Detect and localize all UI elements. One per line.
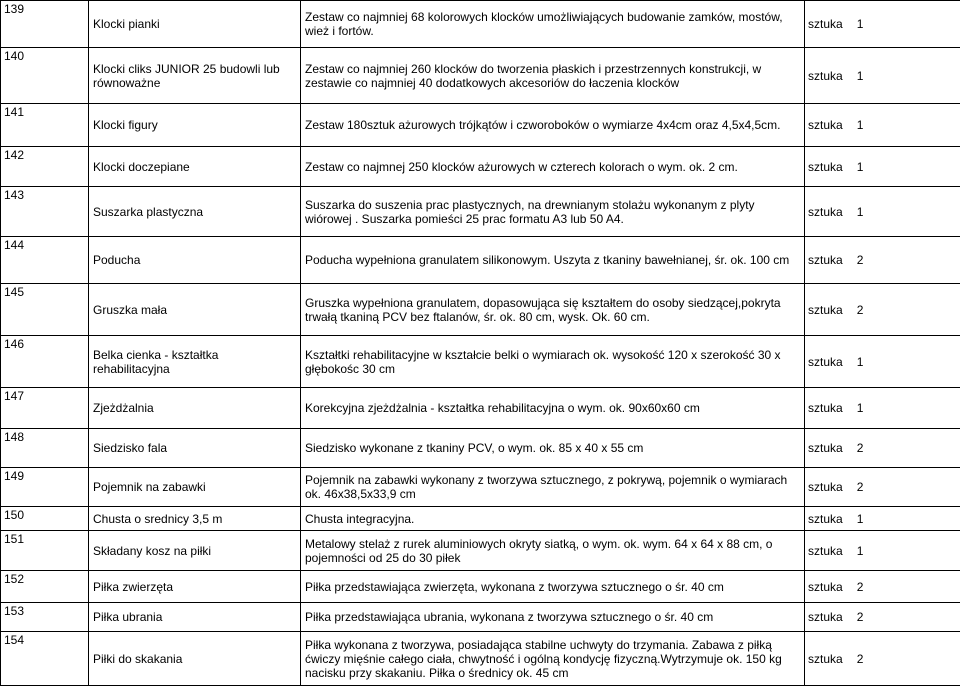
item-name: Piłka zwierzęta [89,571,301,603]
item-unit-qty [805,388,960,429]
item-quantity: 1 [856,118,864,132]
item-unit: sztuka [808,253,843,267]
table-row [1,468,960,507]
item-quantity: 2 [856,610,864,624]
item-number: 148 [1,429,89,468]
item-description: Gruszka wypełniona granulatem, dopasowująca się kształtem do osoby siedzącej,pokryta trwałą tkaniną PCV bez ftalanów, śr. ok. 80 cm, wysk. Ok. 60 cm. [301,284,805,336]
item-number: 149 [1,468,89,507]
table-row [1,603,960,632]
table-row [1,388,960,429]
item-quantity: 1 [856,159,864,174]
item-name: Piłki do skakania [89,632,301,686]
item-unit: sztuka [808,480,843,494]
item-quantity: 1 [856,354,864,369]
table-row [1,1,960,48]
item-unit-qty [805,336,960,388]
item-quantity: 1 [856,17,864,31]
table-row [1,48,960,104]
item-number: 145 [1,284,89,336]
item-description: Poducha wypełniona granulatem silikonowym. Uszyta z tkaniny bawełnianej, śr. ok. 100 cm [301,237,805,284]
table-row [1,284,960,336]
item-description: Korekcyjna zjeżdżalnia - kształtka rehabilitacyjna o wym. ok. 90x60x60 cm [301,388,805,429]
item-name: Zjeżdżalnia [89,388,301,429]
item-name: Siedzisko fala [89,429,301,468]
item-description: Zestaw 180sztuk ażurowych trójkątów i czworoboków o wymiarze 4x4cm oraz 4,5x4,5cm. [301,104,805,147]
item-number: 146 [1,336,89,388]
item-unit-qty [805,187,960,237]
table-row [1,147,960,187]
item-name: Chusta o srednicy 3,5 m [89,507,301,531]
item-description: Zestaw co najmniej 260 klocków do tworzenia płaskich i przestrzennych konstrukcji, w zestawie co najmniej 40 dodatkowych akcesoriów do łaczenia klocków [301,48,805,104]
item-name: Gruszka mała [89,284,301,336]
table-row [1,104,960,147]
item-unit-qty [805,284,960,336]
item-unit-qty [805,603,960,632]
item-name: Klocki cliks JUNIOR 25 budowli lub równoważne [89,48,301,104]
item-unit-qty [805,237,960,284]
item-description: Piłka przedstawiająca ubrania, wykonana z tworzywa sztucznego o śr. 40 cm [301,603,805,632]
item-unit: sztuka [808,441,843,455]
item-description: Piłka wykonana z tworzywa, posiadająca stabilne uchwyty do trzymania. Zabawa z piłką ćwiczy mięśnie całego ciała, chwytność i ogólną kondycję fizyczną.Wytrzymuje ok. 150 kg nacisku przy skakaniu. Piłka o średnicy ok. 45 cm [301,632,805,686]
item-description: Pojemnik na zabawki wykonany z tworzywa sztucznego, z pokrywą, pojemnik o wymiarach ok. 46x38,5x33,9 cm [301,468,805,507]
item-quantity: 2 [856,253,864,267]
item-number: 152 [1,571,89,603]
item-unit: sztuka [808,354,843,369]
item-unit: sztuka [808,511,843,526]
item-unit-qty [805,632,960,686]
item-quantity: 2 [856,651,864,666]
item-unit-qty [805,1,960,48]
item-quantity: 1 [856,401,864,415]
item-unit: sztuka [808,579,843,594]
item-description: Piłka przedstawiająca zwierzęta, wykonana z tworzywa sztucznego o śr. 40 cm [301,571,805,603]
item-unit-qty [805,147,960,187]
item-quantity: 1 [856,68,864,83]
item-unit: sztuka [808,543,843,558]
item-description: Kształtki rehabilitacyjne w kształcie belki o wymiarach ok. wysokość 120 x szerokość 30 x głębokośc 30 cm [301,336,805,388]
item-quantity: 2 [856,441,864,455]
table-row [1,632,960,686]
item-unit-qty [805,468,960,507]
table-row [1,187,960,237]
item-name: Klocki figury [89,104,301,147]
item-description: Metalowy stelaż z rurek aluminiowych okryty siatką, o wym. ok. wym. 64 x 64 x 88 cm, o pojemności od 25 do 30 piłek [301,531,805,571]
item-name: Klocki pianki [89,1,301,48]
table-row [1,336,960,388]
item-number: 153 [1,603,89,632]
item-name: Suszarka plastyczna [89,187,301,237]
item-description: Siedzisko wykonane z tkaniny PCV, o wym. ok. 85 x 40 x 55 cm [301,429,805,468]
item-unit: sztuka [808,302,843,317]
item-quantity: 2 [856,302,864,317]
item-name: Klocki doczepiane [89,147,301,187]
table-row [1,571,960,603]
item-quantity: 1 [856,511,864,526]
item-number: 150 [1,507,89,531]
item-name: Pojemnik na zabawki [89,468,301,507]
item-unit: sztuka [808,159,843,174]
item-number: 151 [1,531,89,571]
item-number: 144 [1,237,89,284]
item-unit: sztuka [808,401,843,415]
item-unit-qty [805,104,960,147]
item-unit: sztuka [808,118,843,132]
item-description: Zestaw co najmniej 68 kolorowych klocków umożliwiających budowanie zamków, mostów, wież i fortów. [301,1,805,48]
item-name: Piłka ubrania [89,603,301,632]
item-number: 154 [1,632,89,686]
item-number: 147 [1,388,89,429]
item-number: 143 [1,187,89,237]
item-quantity: 1 [856,204,864,219]
item-unit-qty [805,507,960,531]
item-name: Składany kosz na piłki [89,531,301,571]
table-row [1,429,960,468]
item-quantity: 2 [856,480,864,494]
table-row [1,237,960,284]
table-row [1,507,960,531]
item-description: Zestaw co najmnej 250 klocków ażurowych w czterech kolorach o wym. ok. 2 cm. [301,147,805,187]
item-number: 142 [1,147,89,187]
item-description: Chusta integracyjna. [301,507,805,531]
item-unit-qty [805,48,960,104]
item-number: 140 [1,48,89,104]
item-name: Belka cienka - kształtka rehabilitacyjna [89,336,301,388]
item-unit-qty [805,531,960,571]
item-unit: sztuka [808,610,843,624]
item-unit: sztuka [808,17,843,31]
table-row [1,531,960,571]
item-number: 139 [1,1,89,48]
item-unit: sztuka [808,204,843,219]
item-quantity: 1 [856,543,864,558]
item-unit: sztuka [808,651,843,666]
item-number: 141 [1,104,89,147]
item-quantity: 2 [856,579,864,594]
item-name: Poducha [89,237,301,284]
item-unit: sztuka [808,68,843,83]
item-description: Suszarka do suszenia prac plastycznych, na drewnianym stolażu wykonanym z plyty wiórowej . Suszarka pomieści 25 prac formatu A3 lub 50 A4. [301,187,805,237]
item-unit-qty [805,429,960,468]
item-unit-qty [805,571,960,603]
